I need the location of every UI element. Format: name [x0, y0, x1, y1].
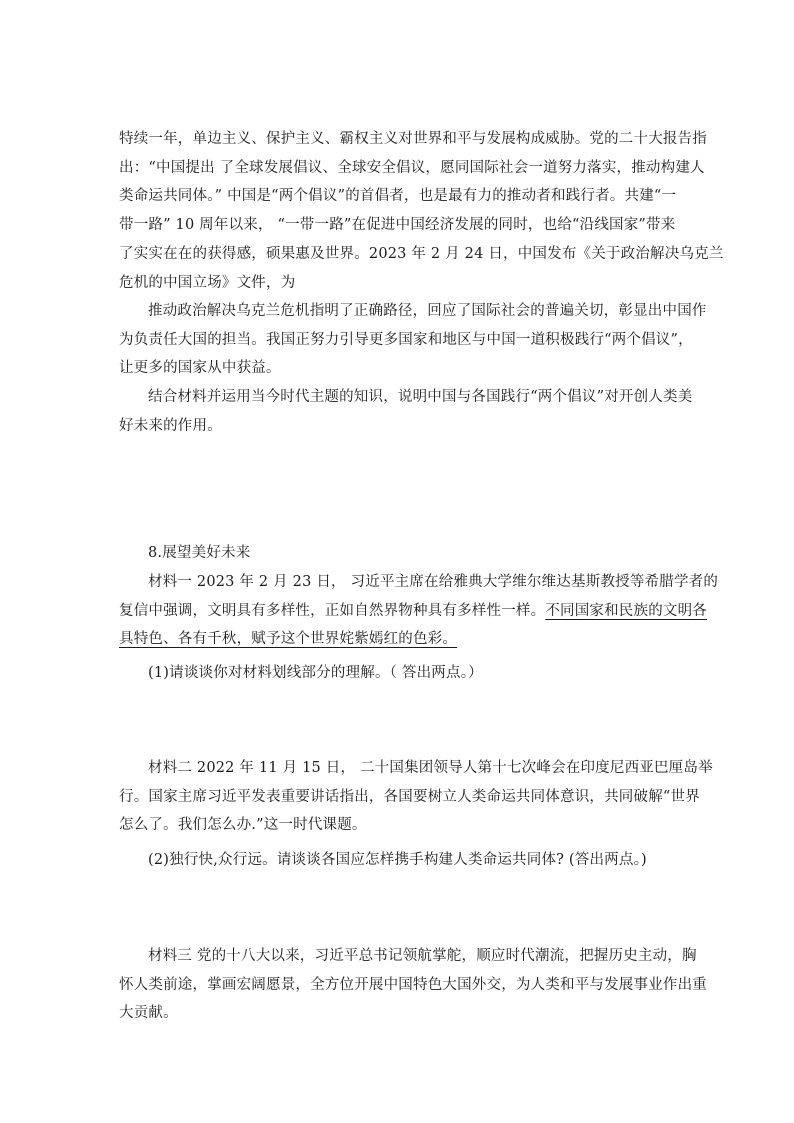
section-heading: 8.展望美好未来 — [148, 545, 251, 561]
material-three — [119, 942, 707, 1028]
text-line: 大贡献。 — [119, 1005, 178, 1022]
question-two — [119, 846, 675, 875]
text-line: 了实实在在的获得感，硕果惠及世界。2023 年 2 月 24 日，中国发布《关于政治解决乌克兰 — [119, 245, 724, 262]
text-line: 怎么了。我们怎么办.”这一时代课题。 — [119, 817, 367, 834]
underlined-text: 不同国家和民族的文明各 — [545, 602, 708, 619]
text-line: 特续一年，单边主义、保护主义、霸权主义对世界和平与发展构成威胁。党的二十大报告指 — [119, 131, 707, 147]
material-two — [119, 754, 713, 840]
section7-question — [119, 383, 693, 440]
text-line: 材料三 党的十八大以来，习近平总书记领航掌舵，顺应时代潮流，把握历史主动，胸 — [148, 948, 697, 964]
text-line: 结合材料并运用当今时代主题的知识，说明中国与各国践行“两个倡议”对开创人类美 — [148, 389, 693, 405]
text-line: 材料二 2022 年 11 月 15 日， 二十国集团领导人第十七次峰会在印度尼西亚巴厘岛举 — [148, 760, 713, 776]
underlined-text: 具特色、各有千秋，赋予这个世界姹紫嫣红的色彩。 — [119, 631, 458, 648]
text-line: 好未来的作用。 — [119, 417, 222, 434]
text-line — [119, 625, 675, 654]
text-line: 行。国家主席习近平发表重要讲话指出，各国要树立人类命运共同体意识，共同破解“世界 — [119, 788, 700, 805]
question-text: (2)独行快,众行远。请谈谈各国应怎样携手构建人类命运共同体? (答出两点。) — [148, 852, 647, 868]
text-line: 怀人类前途，掌画宏阔愿景，全方位开展中国特色大国外交，为人类和平与发展事业作出重 — [119, 976, 707, 993]
question-one — [119, 659, 675, 688]
question-text: (1)请谈谈你对材料划线部分的理解。（ 答出两点。） — [148, 665, 483, 681]
text-line: 出：“中国提出 了全球发展倡议、全球安全倡议，愿同国际社会一道努力落实，推动构建人 — [119, 159, 705, 176]
material-one — [119, 568, 719, 654]
text-line: 推动政治解决乌克兰危机指明了正确路径，回应了国际社会的普遍关切，彰显出中国作 — [148, 303, 707, 319]
text-plain: 复信中强调，文明具有多样性，正如自然界物种具有多样性一样。 — [119, 602, 546, 619]
text-line: 为负责任大国的担当。我国正努力引导更多国家和地区与中国一道积极践行“两个倡议”， — [119, 331, 693, 348]
text-line: 材料一 2023 年 2 月 23 日， 习近平主席在给雅典大学维尔维达基斯教授等希腊学者的 — [148, 574, 719, 590]
text-line: 危机的中国立场》文件，为 — [119, 274, 296, 291]
section7-paragraph2 — [119, 297, 707, 383]
section8-heading — [119, 539, 675, 568]
section7-paragraph1 — [119, 125, 724, 297]
text-line: 让更多的国家从中获益。 — [119, 360, 281, 377]
text-line: 类命运共同体。” 中国是“两个倡议”的首倡者，也是最有力的推动者和践行者。共建“一 — [119, 188, 677, 205]
text-line: 带一路” 10 周年以来， “一带一路”在促进中国经济发展的同时，也给“沿线国家”带来 — [119, 217, 676, 234]
text-line — [119, 597, 708, 626]
